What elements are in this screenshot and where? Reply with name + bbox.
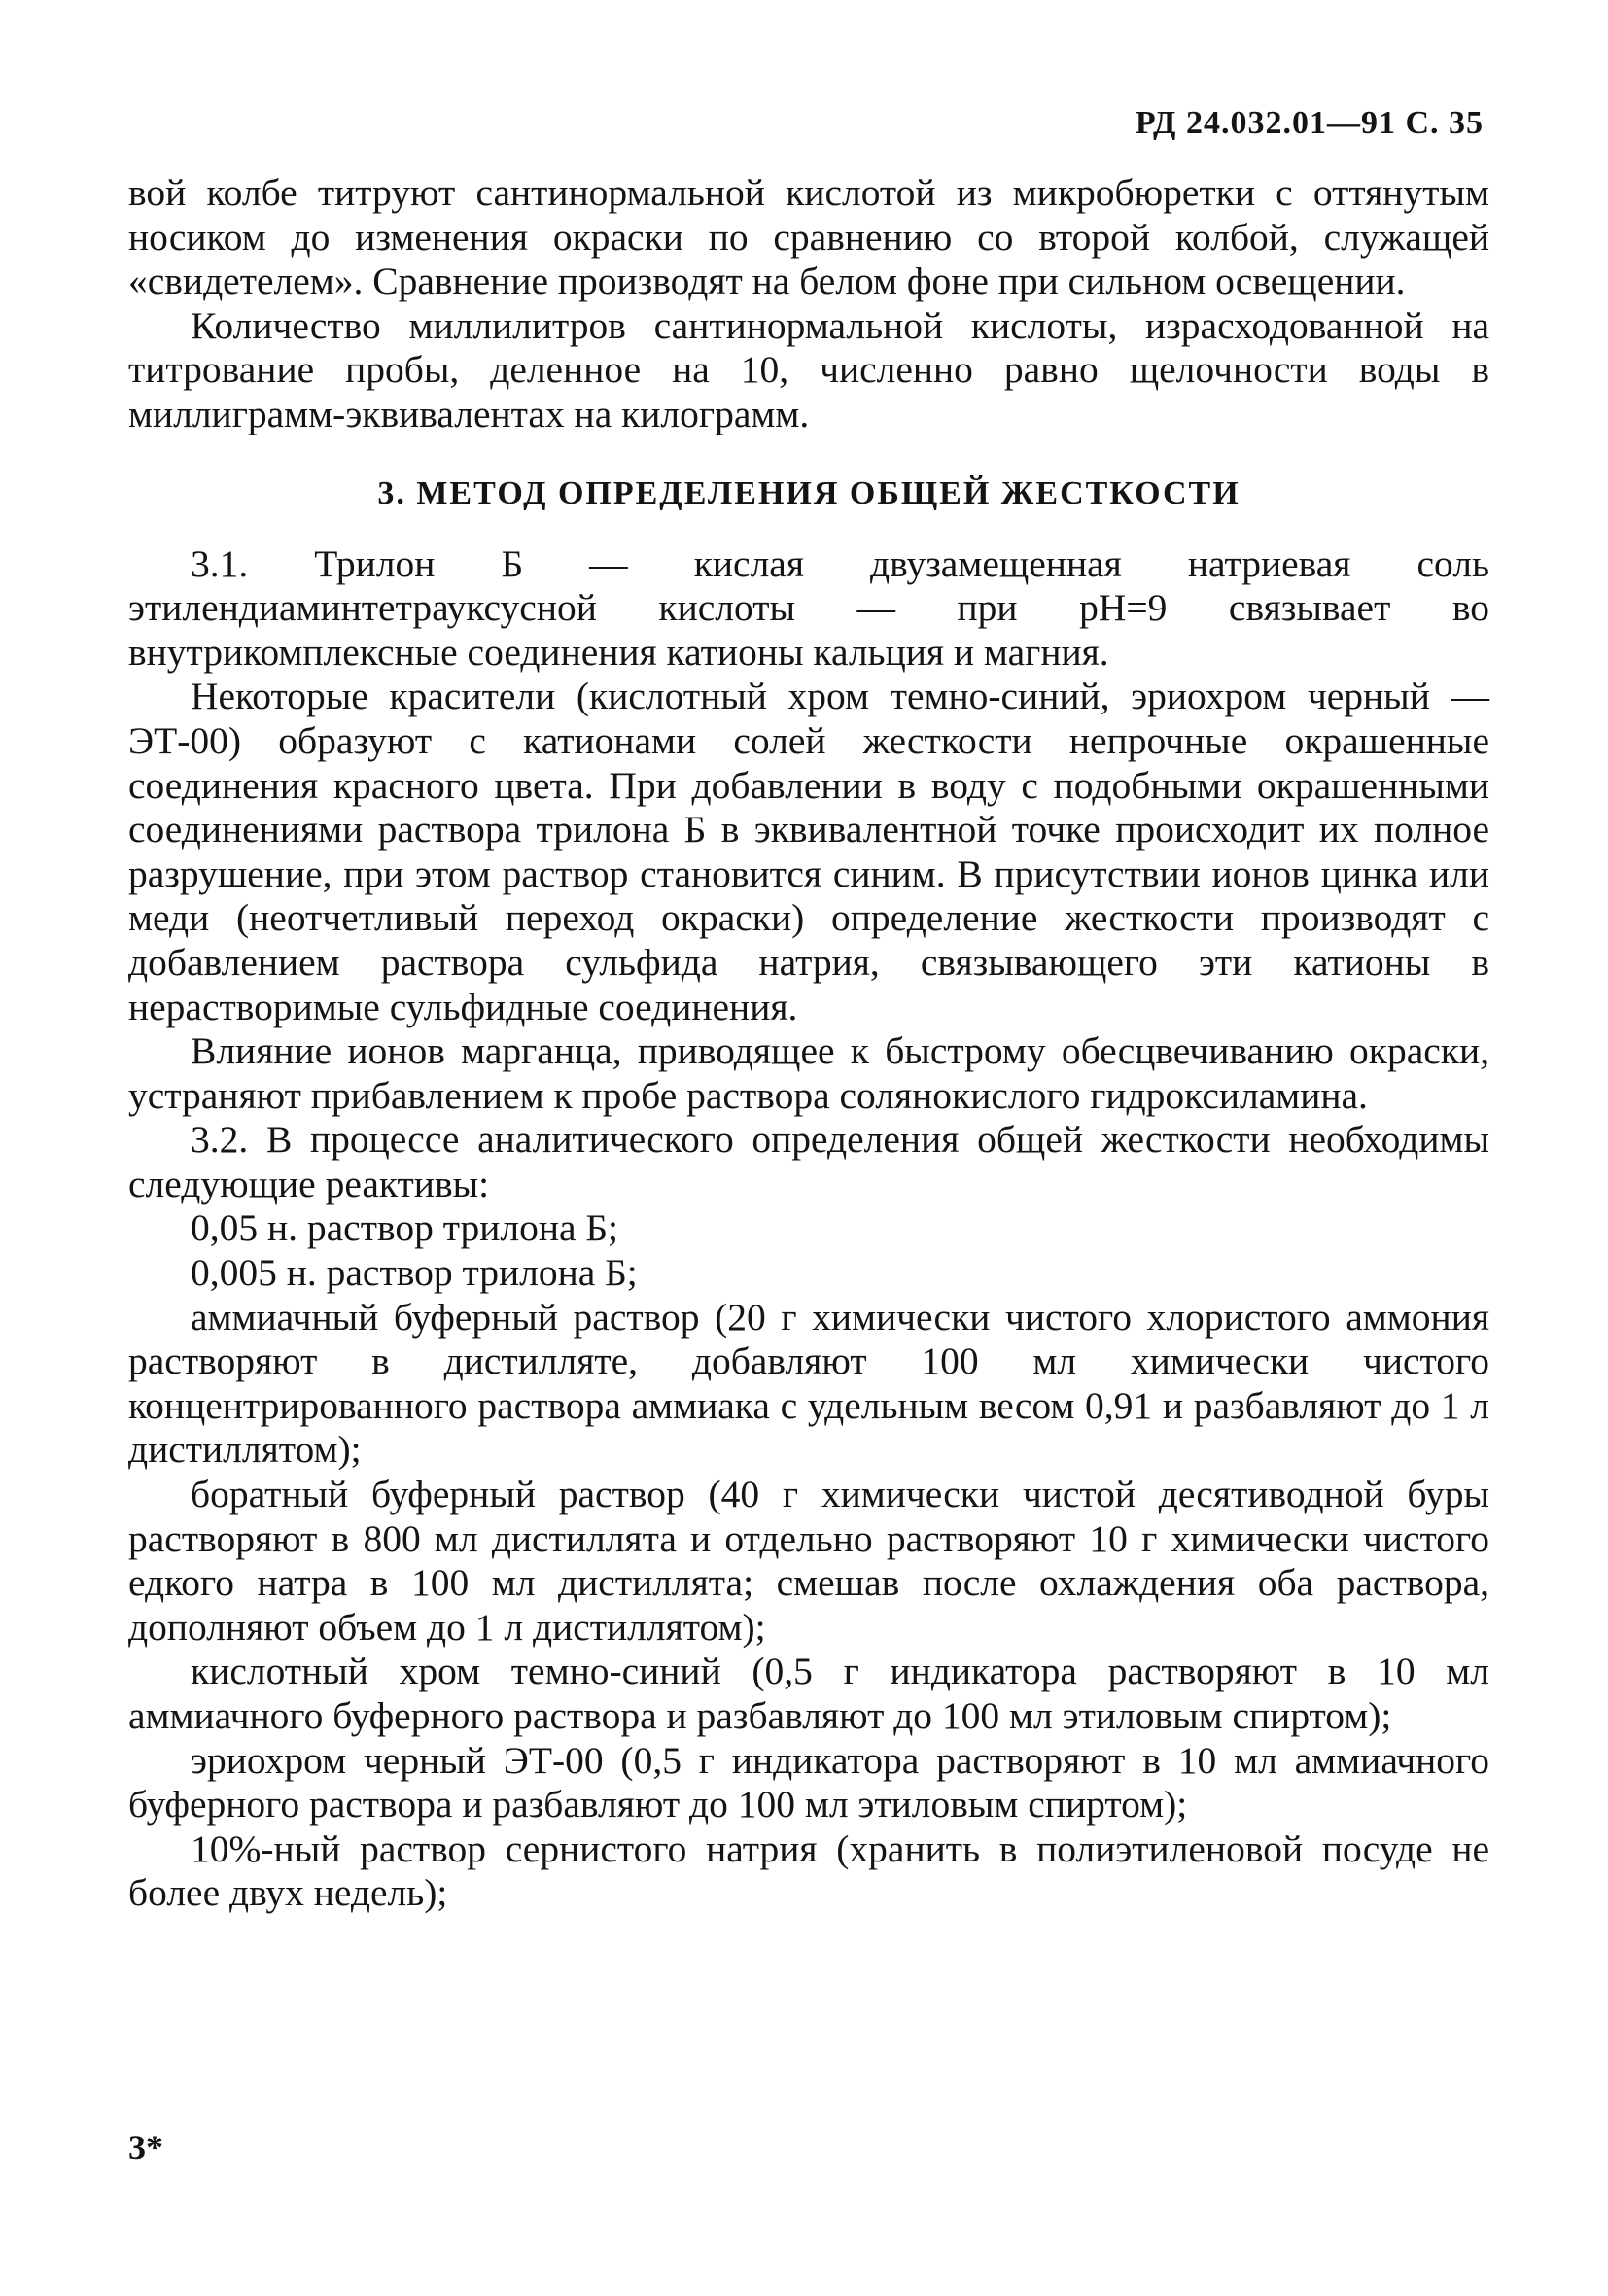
page-header: РД 24.032.01—91 С. 35 [1135, 105, 1484, 141]
paragraph-alkalinity-result: Количество миллилитров сантинормальной кислоты, израсходованной на титрование пробы, деленное на 10, численно равно щелочности воды в миллиграмм-эквивалентах на килограмм. [128, 303, 1489, 435]
paragraph-continuation: вой колбе титруют сантинормальной кислотой из микробюретки с оттянутым носиком до изменения окраски по сравнению со второй колбой, служащей «свидетелем». Сравнение производят на белом фоне при сильном освещении. [128, 171, 1489, 303]
page-body [128, 171, 1489, 1916]
reagent-item: эриохром черный ЭТ-00 (0,5 г индикатора растворяют в 10 мл аммиачного буферного раствора и разбавляют до 100 мл этиловым спиртом); [128, 1738, 1489, 1826]
reagent-item: боратный буферный раствор (40 г химически чистой десятиводной буры растворяют в 800 мл дистиллята и отдельно растворяют 10 г химически чистого едкого натра в 100 мл дистиллята; смешав после охлаждения оба раствора, дополняют объем до 1 л дистиллятом); [128, 1473, 1489, 1649]
paragraph-manganese: Влияние ионов марганца, приводящее к быстрому обесцвечиванию окраски, устраняют прибавлением к пробе раствора солянокислого гидроксиламина. [128, 1029, 1489, 1117]
paragraph-3-2: 3.2. В процессе аналитического определения общей жесткости необходимы следующие реактивы: [128, 1118, 1489, 1205]
reagent-item: 0,05 н. раствор трилона Б; [191, 1206, 619, 1250]
reagent-item: 0,005 н. раствор трилона Б; [191, 1251, 638, 1295]
reagent-item: кислотный хром темно-синий (0,5 г индикатора растворяют в 10 мл аммиачного буферного раствора и разбавляют до 100 мл этиловым спиртом); [128, 1650, 1489, 1737]
paragraph-indicators: Некоторые красители (кислотный хром темно-синий, эриохром черный — ЭТ-00) образуют с катионами солей жесткости непрочные окрашенные соединения красного цвета. При добавлении в воду с подобными окрашенными соединениями раствора трилона Б в эквивалентной точке происходит их полное разрушение, при этом раствор становится синим. В присутствии ионов цинка или меди (неотчетливый переход окраски) определение жесткости производят с добавлением раствора сульфида натрия, связывающего эти катионы в нерастворимые сульфидные соединения. [128, 675, 1489, 1028]
paragraph-3-1: 3.1. Трилон Б — кислая двузамещенная натриевая соль этилендиаминтетрауксусной кислоты — при рН=9 связывает во внутрикомплексные соединения катионы кальция и магния. [128, 541, 1489, 674]
reagent-item: аммиачный буферный раствор (20 г химически чистого хлористого аммония растворяют в дистилляте, добавляют 100 мл химически чистого концентрированного раствора аммиака с удельным весом 0,91 и разбавляют до 1 л дистиллятом); [128, 1295, 1489, 1472]
signature-mark: 3* [128, 2128, 163, 2167]
reagent-item: 10%-ный раствор сернистого натрия (хранить в полиэтиленовой посуде не более двух недель); [128, 1826, 1489, 1915]
section-title: 3. МЕТОД ОПРЕДЕЛЕНИЯ ОБЩЕЙ ЖЕСТКОСТИ [377, 474, 1241, 511]
